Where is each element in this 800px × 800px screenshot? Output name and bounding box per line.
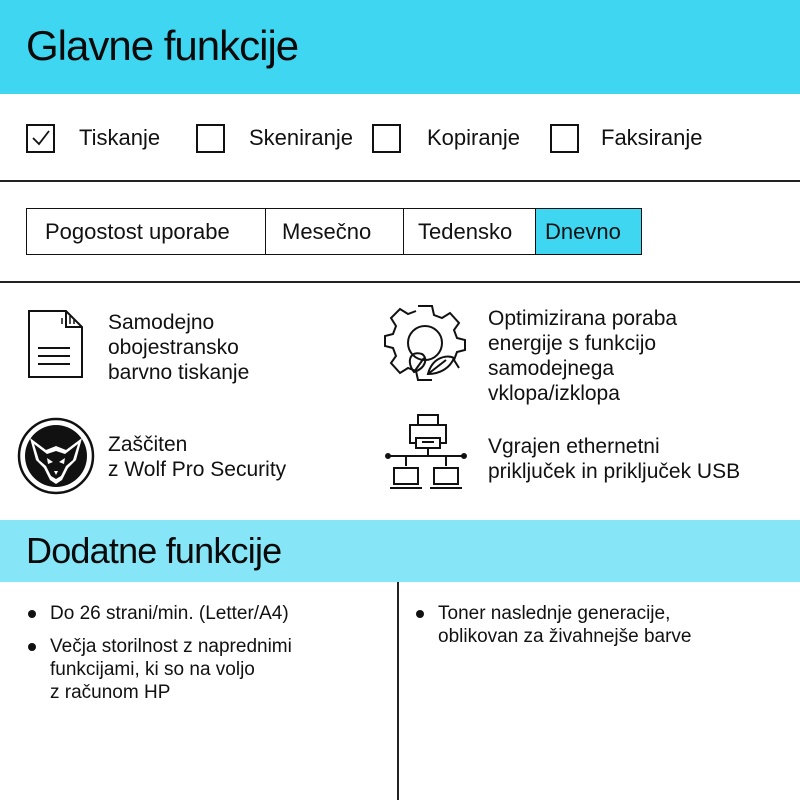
page-title: Glavne funkcije: [26, 22, 299, 69]
additional-features-header: [0, 520, 800, 582]
list-item-line: Do 26 strani/min. (Letter/A4): [50, 603, 289, 624]
bullet-icon: [416, 610, 424, 618]
usage-frequency-table: [26, 208, 642, 255]
feature-line: samodejnega: [488, 357, 615, 380]
list-item-line: z računom HP: [50, 682, 171, 703]
frequency-label: Pogostost uporabe: [27, 209, 266, 254]
bullet-icon: [28, 643, 36, 651]
bullet-icon: [28, 610, 36, 618]
feature-text: [488, 306, 677, 406]
feature-text: [108, 310, 249, 385]
divider: [0, 281, 800, 283]
function-faxing[interactable]: [550, 120, 702, 156]
feature-line: obojestransko: [108, 336, 239, 359]
list-item-line: Toner naslednje generacije,: [438, 603, 671, 624]
function-copying[interactable]: [372, 120, 520, 156]
frequency-daily-selected: Dnevno: [536, 209, 641, 254]
checkbox-unchecked[interactable]: [550, 124, 579, 153]
feature-line: barvno tiskanje: [108, 361, 250, 384]
function-label: Tiskanje: [79, 125, 161, 150]
feature-line: vklopa/izklopa: [488, 382, 620, 405]
feature-line: Zaščiten: [108, 433, 188, 456]
feature-line: Samodejno: [108, 311, 215, 334]
divider: [0, 180, 800, 182]
feature-line: Vgrajen ethernetni: [488, 435, 660, 458]
function-checkboxes: [0, 120, 800, 160]
function-label: Kopiranje: [427, 125, 520, 150]
checkbox-checked[interactable]: [26, 124, 55, 153]
eco-gear-icon: [384, 302, 466, 389]
additional-features-left: [26, 602, 386, 714]
function-label: Skeniranje: [249, 125, 353, 150]
check-icon: [30, 127, 52, 149]
list-item: [26, 602, 386, 625]
list-item: [414, 602, 794, 648]
feature-line: Optimizirana poraba: [488, 307, 678, 330]
section-title: Dodatne funkcije: [26, 530, 282, 571]
network-printer-icon: [384, 412, 468, 499]
feature-line: z Wolf Pro Security: [108, 458, 287, 481]
frequency-monthly: Mesečno: [266, 209, 404, 254]
list-item-line: funkcijami, ki so na voljo: [50, 659, 255, 680]
feature-line: energije s funkcijo: [488, 332, 657, 355]
document-icon: [26, 308, 86, 385]
checkbox-unchecked[interactable]: [372, 124, 401, 153]
wolf-security-icon: [16, 416, 96, 501]
checkbox-unchecked[interactable]: [196, 124, 225, 153]
main-features-header: [0, 0, 800, 94]
list-item: [26, 635, 386, 704]
column-divider: [397, 582, 399, 800]
function-label: Faksiranje: [601, 125, 703, 150]
function-printing[interactable]: [26, 120, 160, 156]
list-item-line: oblikovan za živahnejše barve: [438, 626, 692, 647]
list-item-line: Večja storilnost z naprednimi: [50, 636, 292, 657]
feature-line: priključek in priključek USB: [488, 460, 741, 483]
feature-text: [108, 432, 286, 482]
frequency-weekly: Tedensko: [404, 209, 536, 254]
additional-features-right: [414, 602, 794, 658]
function-scanning[interactable]: [196, 120, 353, 156]
feature-text: [488, 434, 740, 484]
